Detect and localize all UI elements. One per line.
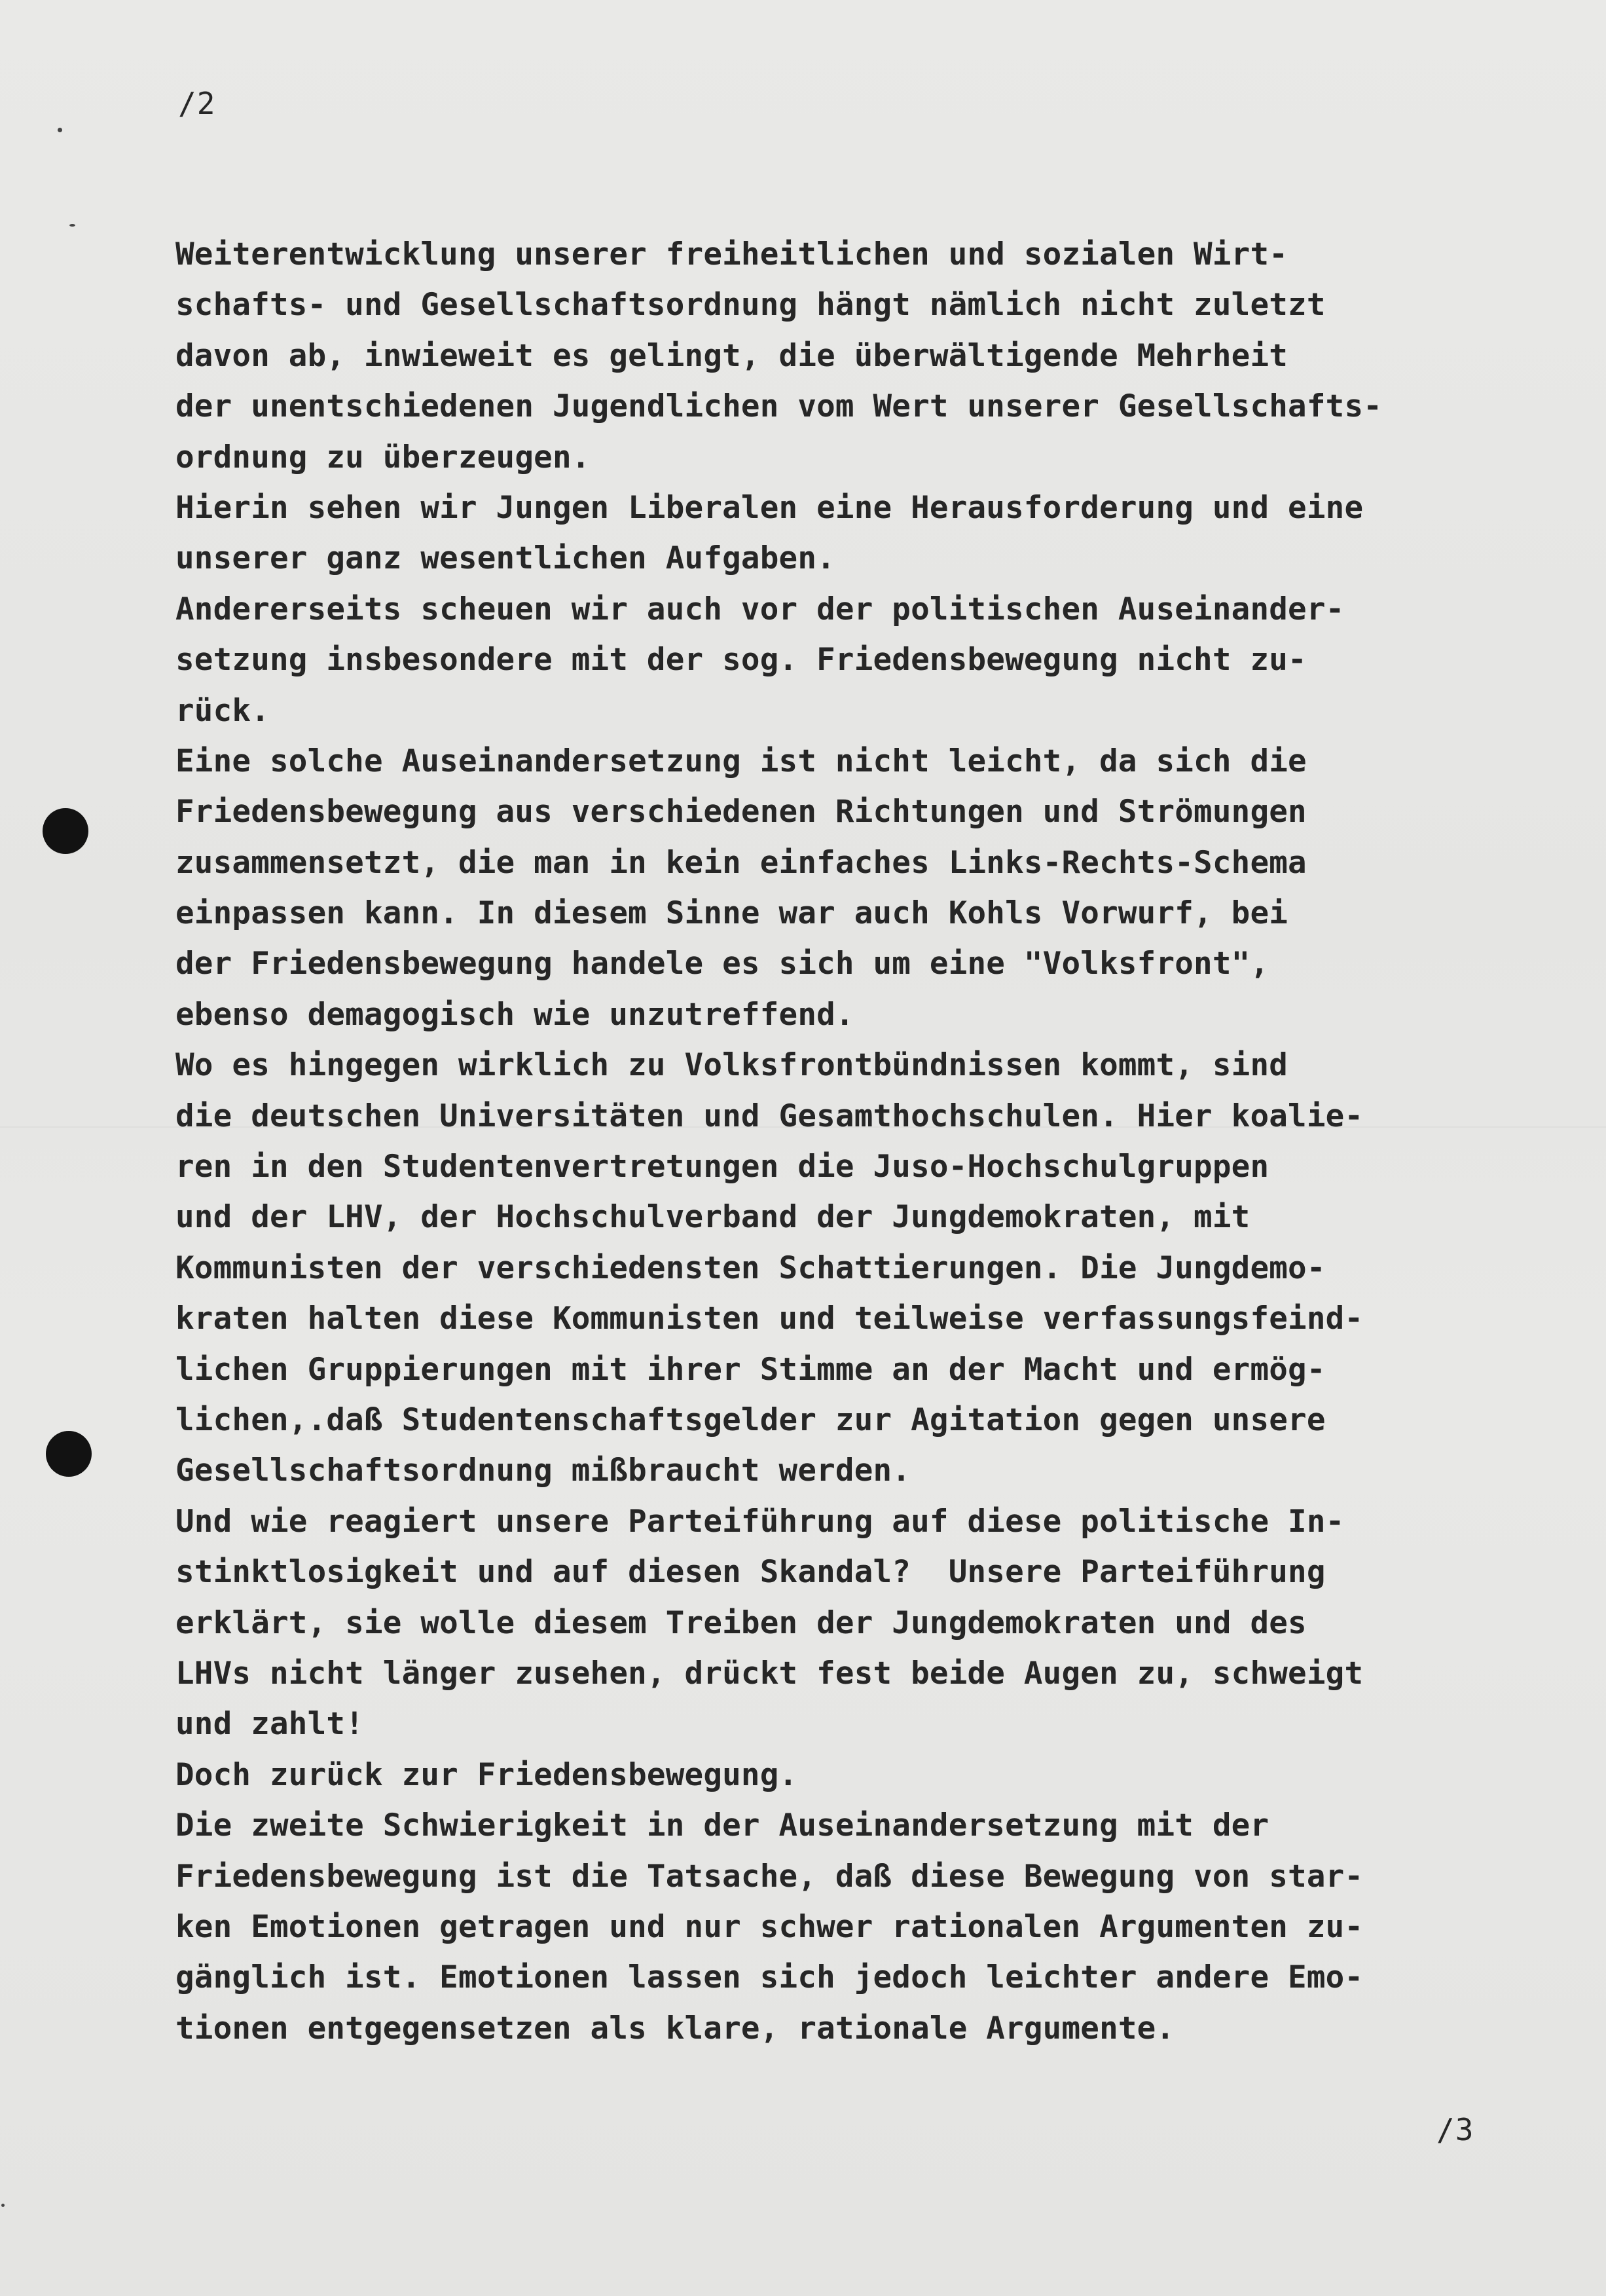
text-line: Andererseits scheuen wir auch vor der politischen Auseinander- — [175, 591, 1345, 627]
text-line: und der LHV, der Hochschulverband der Jungdemokraten, mit — [175, 1199, 1250, 1236]
text-line: Friedensbewegung aus verschiedenen Richtungen und Strömungen — [175, 794, 1307, 830]
page-number-bottom: /3 — [1436, 2112, 1474, 2147]
text-line: Hierin sehen wir Jungen Liberalen eine Herausforderung und eine — [175, 489, 1364, 526]
punch-hole — [43, 808, 88, 854]
paper-speck — [69, 224, 75, 227]
text-line: schafts- und Gesellschaftsordnung hängt nämlich nicht zuletzt — [175, 287, 1326, 324]
text-line: ken Emotionen getragen und nur schwer rationalen Argumenten zu- — [175, 1908, 1364, 1945]
text-line: Wo es hingegen wirklich zu Volksfrontbündnissen kommt, sind — [175, 1047, 1288, 1084]
text-line: stinktlosigkeit und auf diesen Skandal? Unsere Parteiführung — [175, 1554, 1326, 1591]
text-line: Doch zurück zur Friedensbewegung. — [175, 1756, 798, 1793]
text-line: Eine solche Auseinandersetzung ist nicht leicht, da sich die — [175, 743, 1307, 779]
text-line: Weiterentwicklung unserer freiheitlichen und sozialen Wirt- — [175, 236, 1288, 272]
punch-hole — [46, 1431, 92, 1477]
text-line: lichen Gruppierungen mit ihrer Stimme an der Macht und ermög- — [175, 1351, 1326, 1388]
text-line: ebenso demagogisch wie unzutreffend. — [175, 996, 854, 1033]
page-number-top: /2 — [178, 86, 216, 121]
text-line: Friedensbewegung ist die Tatsache, daß diese Bewegung von star- — [175, 1858, 1364, 1895]
text-line: Und wie reagiert unsere Parteiführung auf diese politische In- — [175, 1503, 1345, 1540]
text-line: kraten halten diese Kommunisten und teilweise verfassungsfeind- — [175, 1301, 1364, 1337]
text-line: ren in den Studentenvertretungen die Juso-Hochschulgruppen — [175, 1149, 1269, 1185]
text-line: Gesellschaftsordnung mißbraucht werden. — [175, 1453, 911, 1489]
text-line: zusammensetzt, die man in kein einfaches Links-Rechts-Schema — [175, 844, 1307, 881]
text-line: und zahlt! — [175, 1706, 364, 1743]
paper-speck — [58, 128, 62, 132]
text-line: davon ab, inwieweit es gelingt, die überwältigende Mehrheit — [175, 337, 1288, 374]
text-line: die deutschen Universitäten und Gesamthochschulen. Hier koalie- — [175, 1098, 1364, 1134]
text-line: ordnung zu überzeugen. — [175, 439, 591, 475]
text-line: tionen entgegensetzen als klare, rationale Argumente. — [175, 2010, 1175, 2046]
text-line: LHVs nicht länger zusehen, drückt fest beide Augen zu, schweigt — [175, 1655, 1364, 1692]
text-line: Die zweite Schwierigkeit in der Auseinandersetzung mit der — [175, 1807, 1269, 1844]
text-line: rück. — [175, 692, 270, 729]
text-line: gänglich ist. Emotionen lassen sich jedoch leichter andere Emo- — [175, 1959, 1364, 1996]
text-line: der unentschiedenen Jugendlichen vom Wert unserer Gesellschafts- — [175, 388, 1383, 425]
text-line: einpassen kann. In diesem Sinne war auch Kohls Vorwurf, bei — [175, 895, 1288, 932]
text-line: lichen,.daß Studentenschaftsgelder zur Agitation gegen unsere — [175, 1401, 1326, 1438]
paper-speck — [1, 2204, 5, 2207]
text-line: setzung insbesondere mit der sog. Friedensbewegung nicht zu- — [175, 642, 1307, 678]
text-line: der Friedensbewegung handele es sich um eine "Volksfront", — [175, 946, 1269, 982]
text-line: erklärt, sie wolle diesem Treiben der Jungdemokraten und des — [175, 1604, 1307, 1641]
text-line: Kommunisten der verschiedensten Schattierungen. Die Jungdemo- — [175, 1250, 1326, 1286]
body-text — [175, 229, 1491, 2054]
text-line: unserer ganz wesentlichen Aufgaben. — [175, 540, 835, 577]
